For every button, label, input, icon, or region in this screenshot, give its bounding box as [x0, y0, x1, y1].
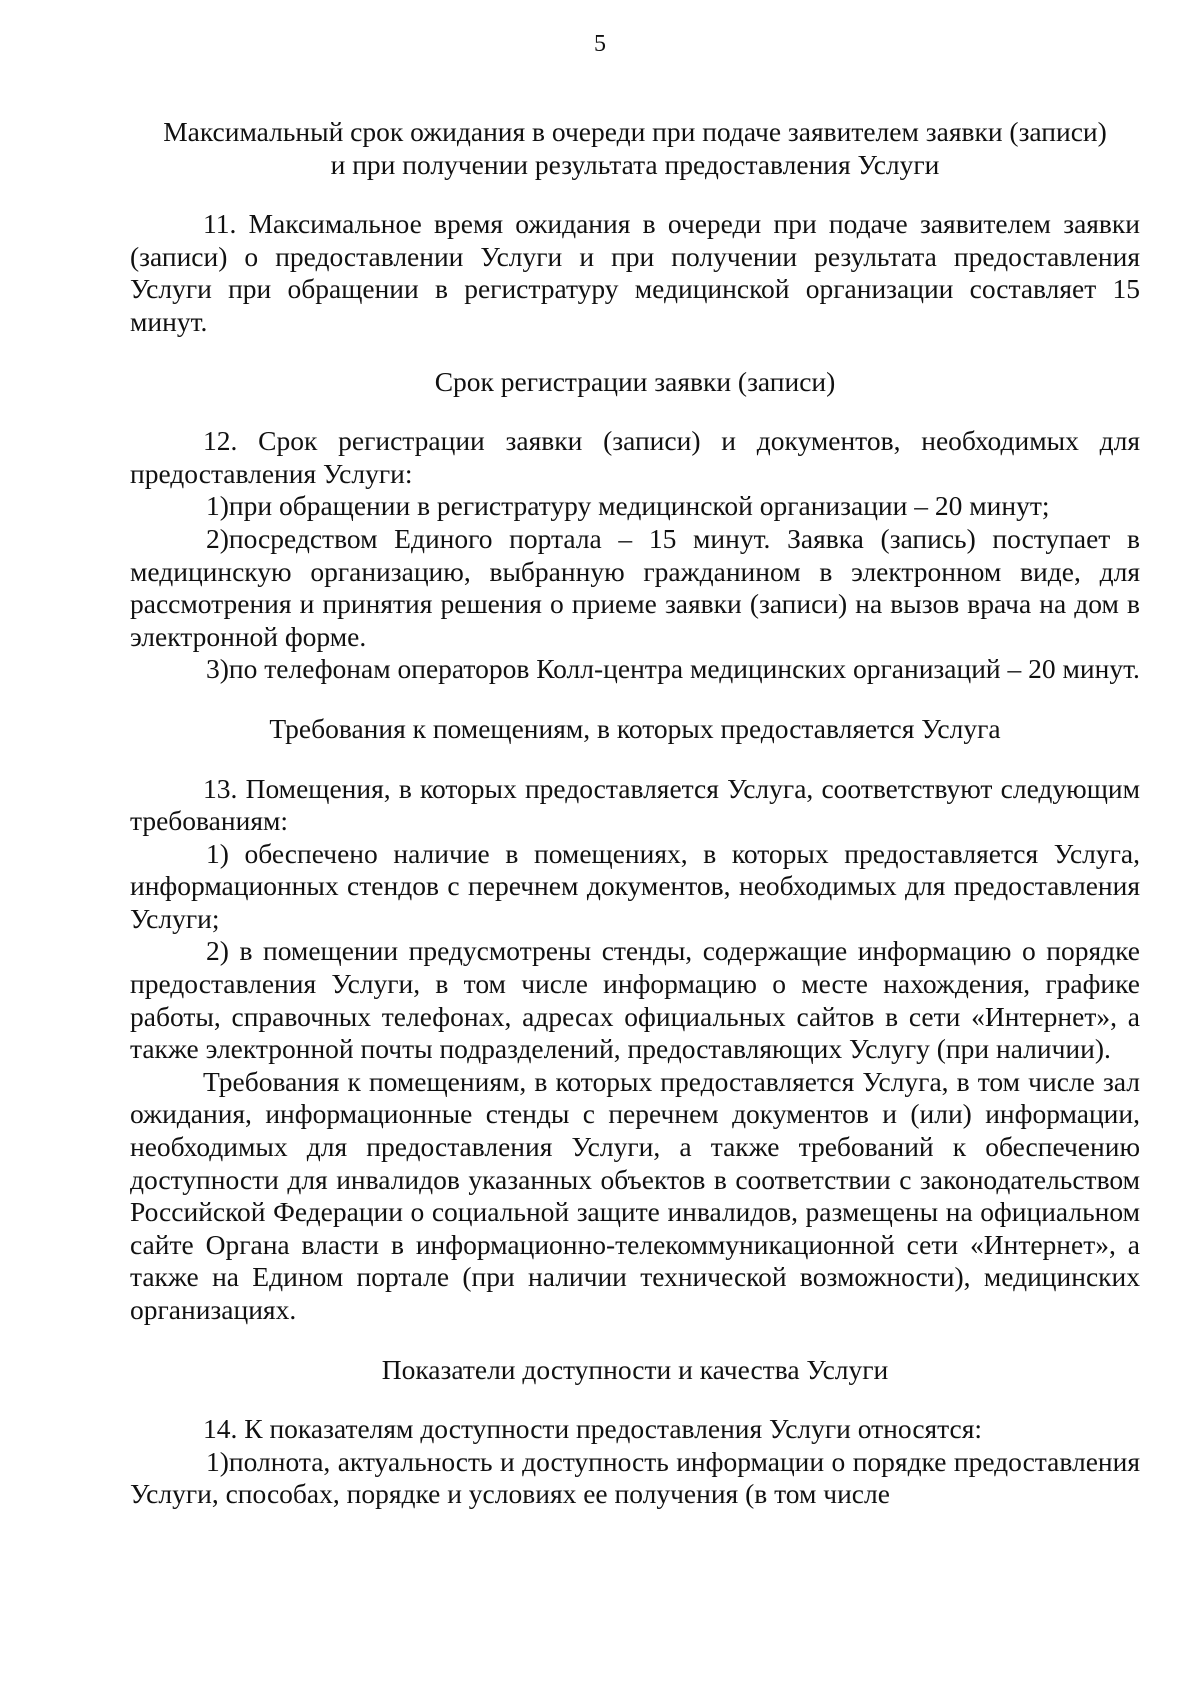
- paragraph-13-requirements: Требования к помещениям, в которых предоставляется Услуга, в том числе зал ожидания, информационные стенды с перечнем документов и (или) информации, необходимых для предоставления Услуги, а также требований к обеспечению доступности для инвалидов указанных объектов в соответствии с законодательством Российской Федерации о социальной защите инвалидов, размещены на официальном сайте Органа власти в информационно-телекоммуникационной сети «Интернет», а также на Едином портале (при наличии технической возможности), медицинских организациях.: [130, 1065, 1140, 1325]
- paragraph-12: 12. Срок регистрации заявки (записи) и документов, необходимых для предоставления Услуги:: [130, 425, 1140, 489]
- heading-line: Максимальный срок ожидания в очереди при подаче заявителем заявки (записи): [163, 116, 1107, 147]
- list-item-14-1: 1)полнота, актуальность и доступность информации о порядке предоставления Услуги, способах, порядке и условиях ее получения (в том числе: [130, 1445, 1140, 1510]
- section-heading-registration-time: Срок регистрации заявки (записи): [434, 365, 836, 397]
- page-number: 5: [594, 31, 606, 57]
- list-item-12-3: 3)по телефонам операторов Колл-центра медицинских организаций – 20 минут.: [206, 653, 1140, 685]
- document-body: [130, 116, 1140, 1511]
- section-heading-accessibility-quality: Показатели доступности и качества Услуги: [381, 1353, 889, 1385]
- section-heading-premises-requirements: Требования к помещениям, в которых предоставляется Услуга: [269, 712, 1001, 744]
- paragraph-13: 13. Помещения, в которых предоставляется Услуга, соответствуют следующим требованиям:: [130, 772, 1140, 837]
- paragraph-14: 14. К показателям доступности предоставления Услуги относятся:: [203, 1413, 983, 1445]
- paragraph-11: 11. Максимальное время ожидания в очереди при подаче заявителем заявки (записи) о предоставлении Услуги и при получении результата предоставления Услуги при обращении в регистратуру медицинской организации составляет 15 минут.: [130, 208, 1140, 337]
- list-item-12-2: 2)посредством Единого портала – 15 минут. Заявка (запись) поступает в медицинскую организацию, выбранную гражданином в электронном виде, для рассмотрения и принятия решения о приеме заявки (записи) на вызов врача на дом в электронной форме.: [130, 522, 1140, 652]
- list-item-12-1: 1)при обращении в регистратуру медицинской организации – 20 минут;: [206, 490, 1050, 522]
- heading-line: и при получении результата предоставления Услуги: [330, 148, 940, 180]
- list-item-13-1: 1) обеспечено наличие в помещениях, в которых предоставляется Услуга, информационных стендов с перечнем документов, необходимых для предоставления Услуги;: [130, 837, 1140, 934]
- section-heading-waiting-time: [130, 116, 1140, 181]
- list-item-13-2: 2) в помещении предусмотрены стенды, содержащие информацию о порядке предоставления Услуги, в том числе информацию о месте нахождения, графике работы, справочных телефонах, адресах официальных сайтов в сети «Интернет», а также электронной почты подразделений, предоставляющих Услугу (при наличии).: [130, 935, 1140, 1065]
